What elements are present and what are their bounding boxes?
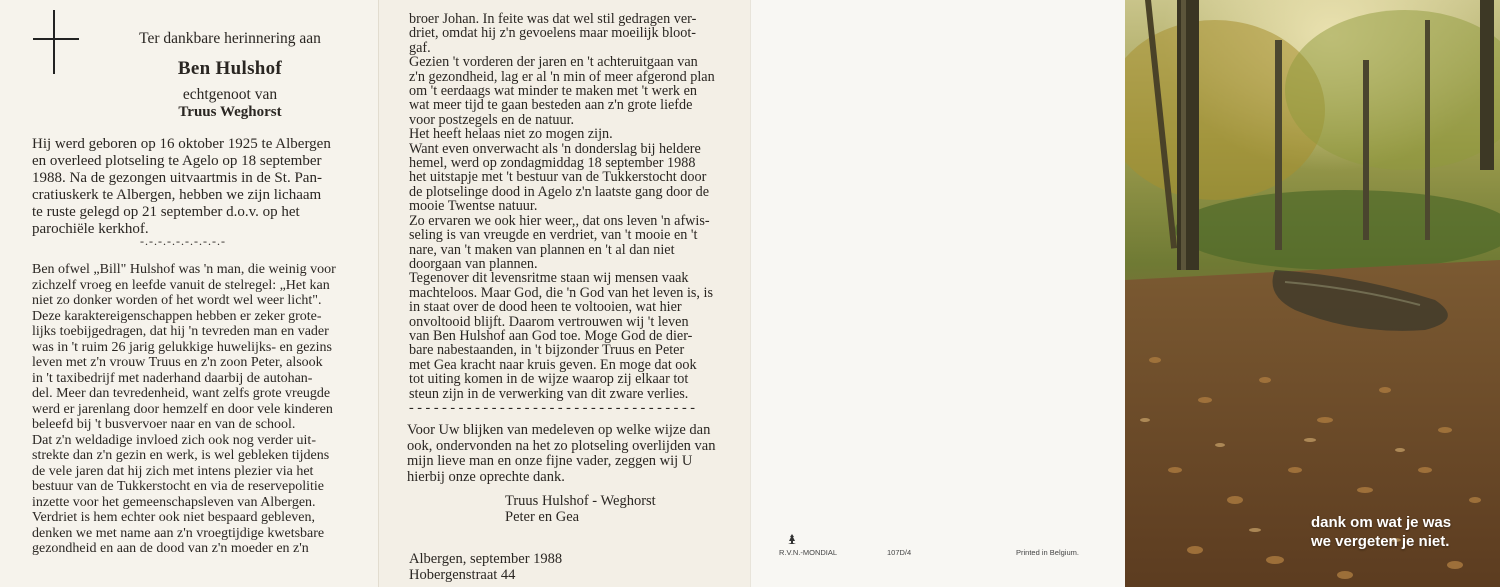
quote-line-2: we vergeten je niet.	[1311, 533, 1450, 550]
publisher-logo-icon	[788, 534, 796, 544]
card-panel-front	[0, 0, 378, 587]
story-paragraph: Ben ofwel „Bill" Hulshof was 'n man, die weinig voor zichzelf vroeg en leefde vanuit de stelregel: „Het kan niet zo donker worden of het wordt wel weer licht". Deze karaktereigenschappen hebben er zeker grote- lijks toebijgedragen, dat hij 'n tevreden man en vader was in 't ruim 26 jarig gelukkige huwelijks- en gezins leven met z'n vrouw Truus en z'n zoon Peter, alsook in 't taxibedrijf met naderhand daarbij de autohan- del. Meer dan tevredenheid, want zelfs grote vreugde werd er jarenlang door hemzelf en door vele kinderen beleefd bij 't busvervoer naar en van de school. Dat z'n weldadige invloed zich ook nog verder uit- strekte dan z'n gezin en werk, is wel gebleken tijdens de vele jaren dat hij zich met intens plezier via het bestuur van de Tukkerstocht en via de reservepolitie inzette voor het gemeenschapsleven van Albergen. Verdriet is hem echter ook niet bespaard gebleven, denken we met name aan z'n vroegtijdige kwetsbare gezondheid en aan de dood van z'n moeder en z'n	[32, 262, 336, 556]
deceased-name: Ben Hulshof	[177, 58, 283, 79]
separator: -.-.-.-.-.-.-.-.-.-	[140, 234, 226, 248]
thanks-paragraph: Voor Uw blijken van medeleven op welke wijze dan ook, ondervonden na het zo plotseling overlijden van mijn lieve man en onze fijne vader, zeggen wij U hierbij onze oprechte dank.	[407, 422, 716, 485]
card-code: 107D/4	[887, 548, 912, 557]
cross-icon-bar	[33, 38, 79, 40]
address: Hobergenstraat 44	[409, 567, 516, 583]
signature-line-1: Truus Hulshof - Weghorst	[505, 493, 656, 509]
bio-paragraph: Hij werd geboren op 16 oktober 1925 te Albergen en overleed plotseling te Agelo op 18 september 1988. Na de gezongen uitvaartmis in de St. Pan- cratiuskerk te Albergen, hebben we zijn lichaam te ruste gelegd op 21 september d.o.v. op het parochiële kerkhof.	[32, 136, 331, 237]
signature-line-2: Peter en Gea	[505, 509, 580, 525]
quote-line-1: dank om wat je was	[1311, 514, 1452, 531]
intro-text: Ter dankbare herinnering aan	[139, 30, 321, 47]
printed-in: Printed in Belgium.	[1016, 548, 1079, 557]
relation-text: echtgenoot van	[182, 86, 278, 103]
publisher-name: R.V.N.-MONDIAL	[779, 548, 838, 557]
spouse-name: Truus Weghorst	[178, 104, 282, 120]
story-continued: broer Johan. In feite was dat wel stil gedragen ver- driet, omdat hij z'n gevoelens maar moeilijk bloot- gaf. Gezien 't vorderen der jaren en 't achteruitgaan van z'n gezondheid, lag er al 'n min of meer afgerond plan om 't eerdaags wat minder te maken met 't werk en wat meer tijd te gaan besteden aan z'n grote liefde voor postzegels en de natuur. Het heeft helaas niet zo mogen zijn. Want even onverwacht als 'n donderslag bij heldere hemel, werd op zondagmiddag 18 september 1988 het uitstapje met 't bestuur van de Tukkerstocht door de plotselinge dood in Agelo z'n laatste gang door de mooie Twentse natuur. Zo ervaren we ook hier weer,, dat ons leven 'n afwis- seling is van vreugde en verdriet, van 't mooie en 't nare, van 't maken van plannen en 't al dan niet doorgaan van plannen. Tegenover dit levensritme staan wij mensen vaak machteloos. Maar God, die 'n God van het leven is, is in staat over de dood heen te voltooien, wat hier onvoltooid blijft. Daarom vertrouwen wij 't leven van Ben Hulshof aan God toe. Moge God de dier- bare nabestaanden, in 't bijzonder Truus en Peter met Gea kracht naar kruis geven. En moge dat ook tot uiting komen in de wijze waarop zij elkaar tot steun zijn in de verwerking van dit zware verlies. - - - - - - - - - - - - - - - - - - - - - - - - - - - - - - - - - - -	[409, 11, 715, 416]
card-panel-back	[750, 0, 1126, 587]
place-date: Albergen, september 1988	[409, 551, 563, 567]
cross-icon	[53, 10, 55, 74]
card-panel-inside	[378, 0, 751, 587]
forest-photo	[1125, 0, 1500, 587]
card-panel-photo	[1125, 0, 1500, 587]
